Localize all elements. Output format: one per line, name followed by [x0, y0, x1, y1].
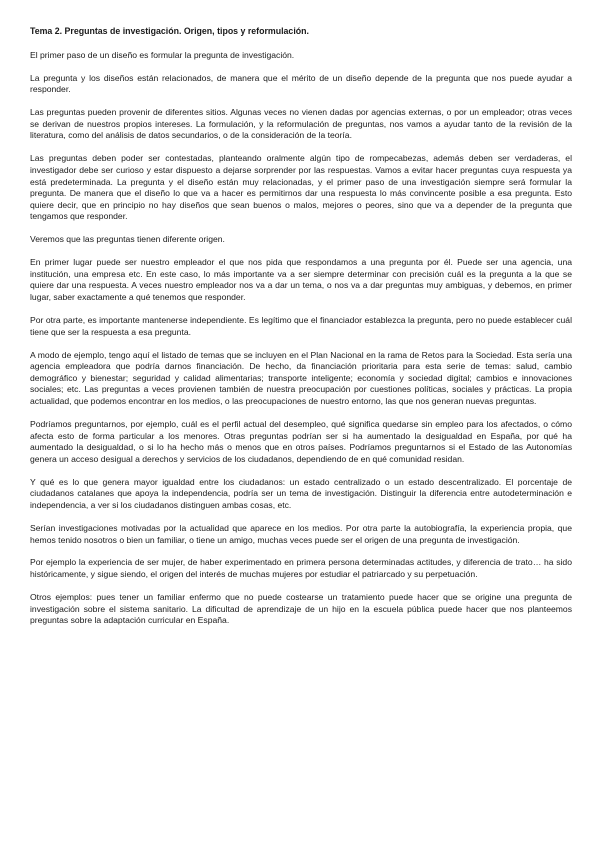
paragraph-5: Veremos que las preguntas tienen diferente origen. [30, 234, 225, 245]
paragraph-11: Serían investigaciones motivadas por la actualidad que aparece en los medios. Por otra parte la autobiografía, la experiencia propia, que hemos tenido nosotros o bien un familiar, o tiene un amigo, muchas veces puede ser el origen de una pregunta de investigación. [30, 522, 572, 545]
document-page [30, 26, 572, 638]
paragraph-9: Podríamos preguntarnos, por ejemplo, cuál es el perfil actual del desempleo, qué significa quedarse sin empleo para los afectados, o cómo afecta esto de forma particular a los menores. Otras preguntas podrían ser si ha aumentado la desigualdad en España, por qué ha aumentado la desigualdad, o si lo ha hecho más o menos que en otros países. Podríamos preguntarnos si el Estado de las Autonomías genera un acceso desigual a derechos y servicios de los ciudadanos, dependiendo de en qué comunidad residan. [30, 418, 572, 464]
paragraph-4: Las preguntas deben poder ser contestadas, planteando oralmente algún tipo de rompecabezas, además deben ser verdaderas, el investigador debe ser curioso y estar dispuesto a dejarse sorprender por las respuestas. Vamos a evitar hacer preguntas cuya respuesta ya está predeterminada. La pregunta y el diseño están muy relacionadas, y el primer paso de una investigación siempre será formular la pregunta. De manera que el diseño lo que va a hacer es permitirnos dar una respuesta lo más convincente posible a esa pregunta. Esto quiere decir, que en principio no hay diseños que sean buenos o malos, mejores o peores, sino que va a depender de la pregunta que tengamos que responder. [30, 153, 572, 222]
paragraph-3: Las preguntas pueden provenir de diferentes sitios. Algunas veces no vienen dadas por agencias externas, o por un empleador; otras veces se derivan de nuestros propios intereses. La formulación, y la reformulación de preguntas, nos vamos a ayudar tanto de la revisión de la literatura, como del análisis de datos secundarios, o de la consideración de la teoría. [30, 107, 572, 141]
paragraph-6: En primer lugar puede ser nuestro empleador el que nos pida que respondamos a una pregunta por él. Puede ser una agencia, una institución, una empresa etc. En este caso, lo más importante va a ser siempre determinar con precisión cuál es la pregunta a la que se quiere dar una respuesta. A veces nuestro empleador nos va a dar un tema, o nos va a dar preguntas muy ambiguas, y debemos, en primer lugar, saber exactamente a qué tenemos que responder. [30, 257, 572, 303]
paragraph-8: A modo de ejemplo, tengo aquí el listado de temas que se incluyen en el Plan Nacional en la rama de Retos para la Sociedad. Esta sería una agencia empleadora que podría darnos financiación. De hecho, da financiación prioritaria para esta serie de temas: salud, cambio demográfico y bienestar; seguridad y calidad alimentarias; transporte inteligente; economía y sociedad digital; cambios e innovaciones sociales; etc. Las preguntas a veces provienen también de nuestra preocupación por cuestiones políticas, sociales y prácticas. La propia actualidad, que podemos encontrar en los medios, o las preocupaciones de nuestro entorno, las que nos generan nuevas preguntas. [30, 349, 572, 406]
paragraph-12: Por ejemplo la experiencia de ser mujer, de haber experimentado en primera persona determinadas actitudes, y diferencia de trato… ha sido históricamente, y sigue siendo, el origen del interés de muchas mujeres por estudiar el patriarcado y su perpetuación. [30, 557, 572, 580]
paragraph-13: Otros ejemplos: pues tener un familiar enfermo que no puede costearse un tratamiento puede hacer que se origine una pregunta de investigación sobre el sistema sanitario. La dificultad de aprendizaje de un hijo en la escuela pública puede hacer que nos planteemos preguntas sobre la adaptación curricular en España. [30, 592, 572, 626]
paragraph-2: La pregunta y los diseños están relacionados, de manera que el mérito de un diseño depende de la pregunta que nos puede ayudar a responder. [30, 72, 572, 95]
paragraph-10: Y qué es lo que genera mayor igualdad entre los ciudadanos: un estado centralizado o un estado descentralizado. El porcentaje de ciudadanos catalanes que apoya la independencia, podría ser un tema de investigación. Distinguir la diferencia entre autodeterminación e independencia, a ver si los ciudadanos distinguen ambas cosas, etc. [30, 476, 572, 510]
paragraph-7: Por otra parte, es importante mantenerse independiente. Es legítimo que el financiador establezca la pregunta, pero no puede establecer cuál tiene que ser la respuesta a esa pregunta. [30, 315, 572, 337]
paragraph-1: El primer paso de un diseño es formular la pregunta de investigación. [30, 49, 295, 60]
document-title: Tema 2. Preguntas de investigación. Origen, tipos y reformulación. [30, 26, 309, 36]
